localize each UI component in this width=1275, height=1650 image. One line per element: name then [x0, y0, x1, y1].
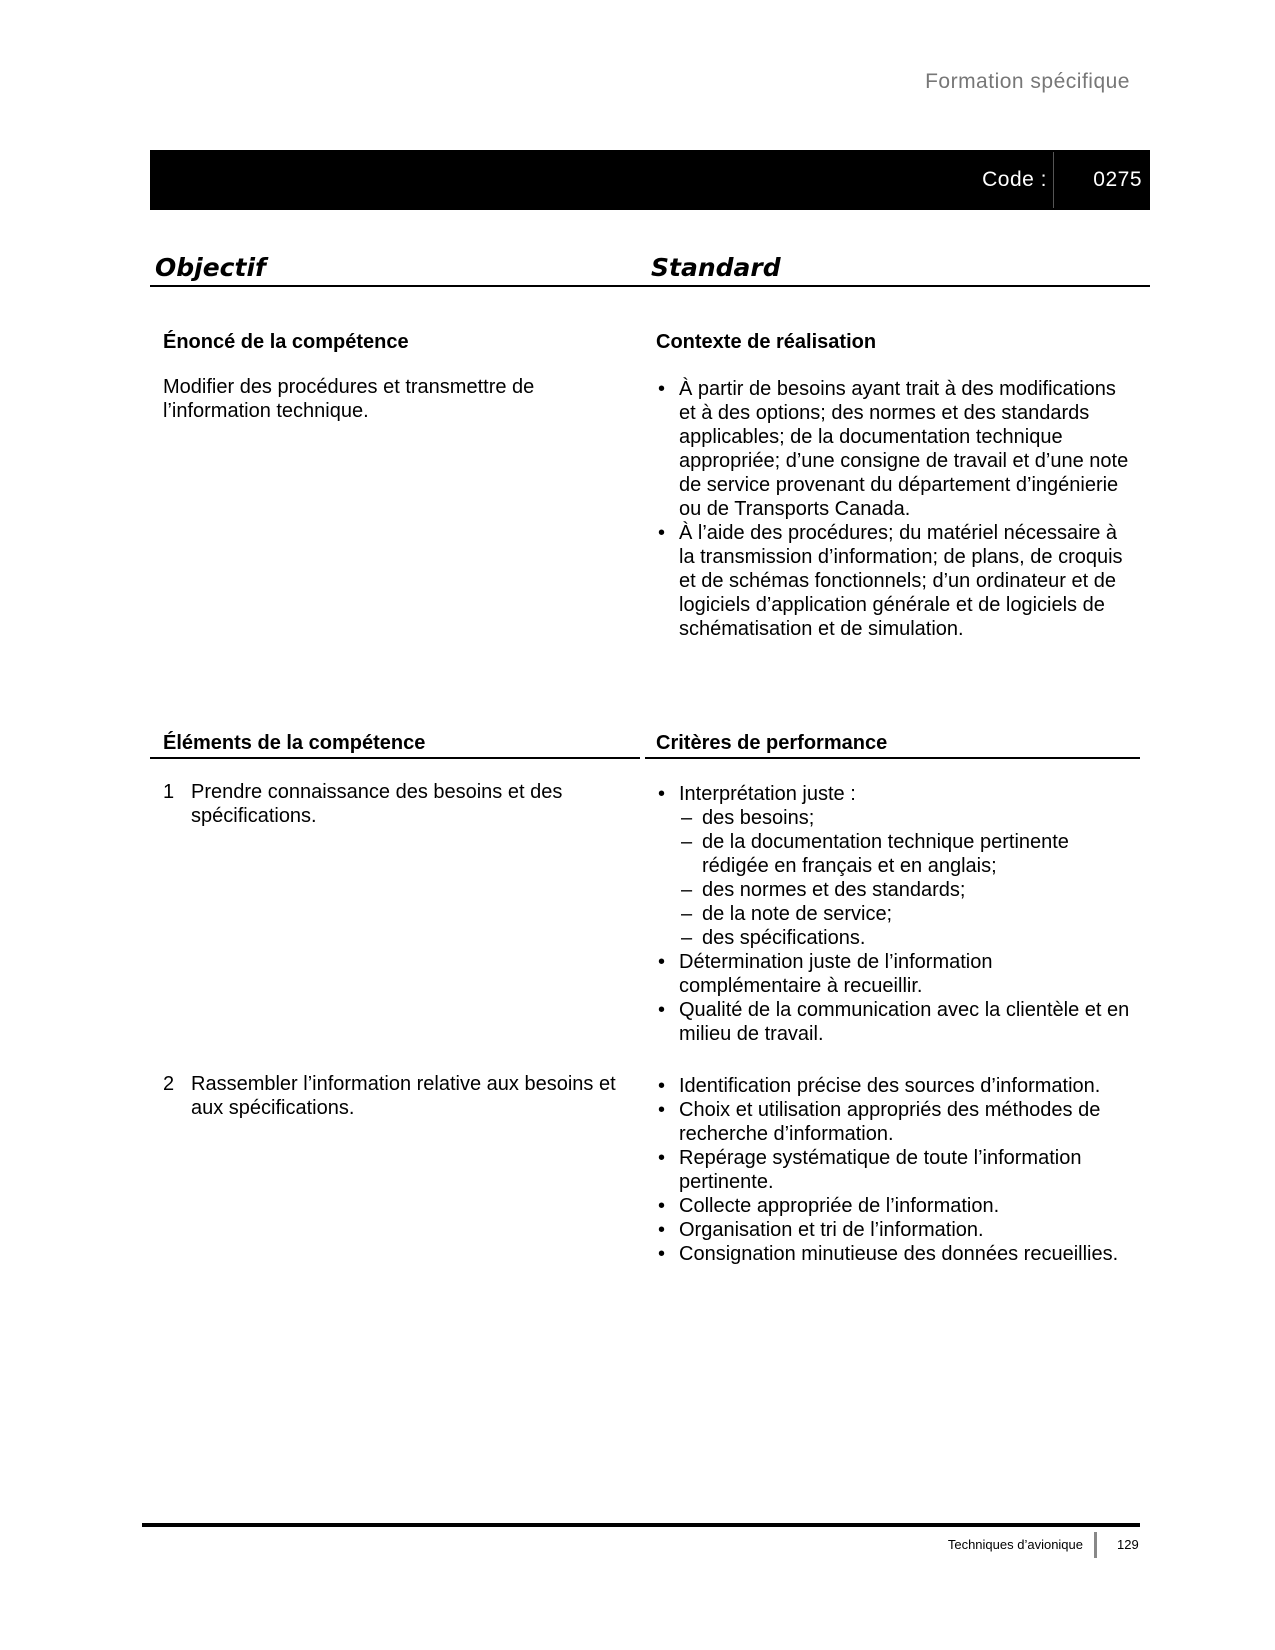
contexte-bullet: • À l’aide des procédures; du matériel nécessaire à la transmission d’information; de plans, de croquis et de schémas fonctionnels; d’un ordinateur et de logiciels d’application générale et de logiciels de schématisation et de simulation. — [656, 521, 1136, 641]
element-number: 1 — [163, 781, 175, 803]
critere-subitem: – de la documentation technique pertinente rédigée en français et en anglais; — [679, 830, 1136, 878]
header-rule — [150, 285, 1150, 287]
objectif-heading: Objectif — [155, 253, 266, 282]
footer-separator — [1094, 1532, 1097, 1558]
code-bar — [150, 150, 1150, 210]
elements-rule — [150, 757, 640, 759]
criteres-rule — [645, 757, 1140, 759]
enonce-text — [163, 375, 633, 423]
critere-subitem: – des normes et des standards; — [679, 878, 1136, 902]
code-value: 0275 — [1093, 168, 1142, 191]
critere-bullet — [656, 782, 1136, 950]
elements-heading: Éléments de la compétence — [163, 732, 426, 754]
section-title: Formation spécifique — [925, 70, 1130, 93]
critere-bullet: • Qualité de la communication avec la clientèle et en milieu de travail. — [656, 998, 1136, 1046]
critere-bullet: • Organisation et tri de l’information. — [656, 1218, 1136, 1242]
critere-bullet: • Identification précise des sources d’information. — [656, 1074, 1136, 1098]
element-text: Prendre connaissance des besoins et des spécifications. — [191, 781, 563, 827]
element-item — [163, 780, 636, 828]
critere-subitem: – de la note de service; — [679, 902, 1136, 926]
element-number: 2 — [163, 1073, 175, 1095]
element-item — [163, 1072, 636, 1120]
critere-sublist — [679, 806, 1136, 950]
critere-bullet: • Repérage systématique de toute l’information pertinente. — [656, 1146, 1136, 1194]
standard-heading: Standard — [651, 253, 781, 282]
page-number: 129 — [1117, 1537, 1139, 1552]
contexte-bullet: • À partir de besoins ayant trait à des modifications et à des options; des normes et des standards applicables; de la documentation technique appropriée; d’une consigne de travail et d’une note de service provenant du département d’ingénierie ou de Transports Canada. — [656, 377, 1136, 521]
critere-bullet: • Choix et utilisation appropriés des méthodes de recherche d’information. — [656, 1098, 1136, 1146]
criteres-list-2 — [656, 1074, 1136, 1266]
critere-subitem: – des besoins; — [679, 806, 1136, 830]
critere-bullet: • Consignation minutieuse des données recueillies. — [656, 1242, 1136, 1266]
contexte-list — [656, 377, 1136, 641]
critere-bullet: • Détermination juste de l’information complémentaire à recueillir. — [656, 950, 1136, 998]
critere-text: Interprétation juste : — [679, 783, 856, 805]
enonce-line: Modifier des procédures et transmettre de — [163, 376, 535, 398]
contexte-heading: Contexte de réalisation — [656, 331, 877, 353]
footer-program: Techniques d’avionique — [947, 1537, 1083, 1552]
element-text: Rassembler l’information relative aux besoins et aux spécifications. — [191, 1073, 616, 1119]
footer-rule — [142, 1523, 1140, 1527]
criteres-heading: Critères de performance — [656, 732, 888, 754]
critere-bullet: • Collecte appropriée de l’information. — [656, 1194, 1136, 1218]
enonce-heading: Énoncé de la compétence — [163, 331, 409, 353]
criteres-list-1 — [656, 782, 1136, 1046]
code-separator — [1053, 152, 1054, 208]
critere-subitem: – des spécifications. — [679, 926, 1136, 950]
enonce-line: l’information technique. — [163, 400, 369, 422]
code-label: Code : — [982, 168, 1047, 191]
